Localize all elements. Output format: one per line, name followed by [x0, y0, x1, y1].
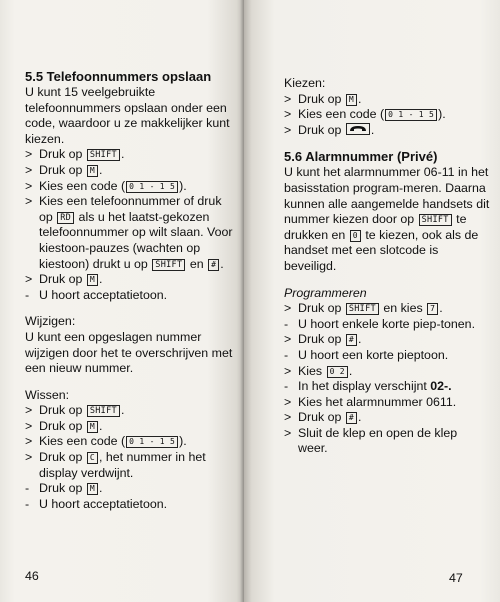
- display-readout: 02-.: [430, 379, 452, 394]
- wijzigen-title: Wijzigen:: [25, 314, 76, 329]
- list-item: > Druk op # .: [284, 410, 362, 425]
- shift-key-icon: SHIFT: [87, 149, 120, 161]
- code-keys-icon: 0 2: [327, 366, 348, 378]
- list-item: > Druk op M .: [25, 162, 103, 177]
- shift-key-icon: SHIFT: [419, 214, 452, 226]
- m-key-icon: M: [87, 483, 98, 495]
- shift-key-icon: SHIFT: [346, 303, 379, 315]
- section-intro-5-5: U kunt 15 veelgebruikte telefoonnummers opslaan onder een code, waardoor u ze makkelijker kunt kiezen.: [25, 85, 230, 146]
- list-item: > Sluit de klep en open de klep weer.: [284, 425, 458, 456]
- zero-key-icon: 0: [350, 230, 361, 242]
- list-item: > Druk op M .: [25, 418, 103, 433]
- list-item: - U hoort acceptatietoon.: [25, 287, 168, 302]
- m-key-icon: M: [87, 165, 98, 177]
- page-number-left: 46: [25, 569, 39, 583]
- page-number-right: 47: [449, 571, 463, 585]
- list-item: > Druk op M .: [284, 91, 362, 106]
- section-intro-5-6: U kunt het alarmnummer 06-11 in het basisstation program-meren. Daarna kunnen alle aangemelde handsets dit nummer kiezen door op SHIFT te drukken en 0 te kiezen, ook als de handset met een slotcode is beveiligd.: [284, 165, 490, 273]
- phone-handset-key-icon: [346, 123, 370, 135]
- list-item: > Druk op M .: [25, 272, 103, 287]
- list-item: - U hoort acceptatietoon.: [25, 496, 168, 511]
- list-item: > Kies het alarmnummer 0611.: [284, 394, 457, 409]
- wijzigen-text: U kunt een opgeslagen nummer wijzigen door het te overschrijven met een nieuw nummer.: [25, 329, 233, 376]
- list-item: > Druk op SHIFT .: [25, 403, 125, 418]
- kiezen-title: Kiezen:: [284, 76, 326, 90]
- list-item: > Druk op C , het nummer in het display verdwijnt.: [25, 450, 206, 480]
- handset-icon: [349, 125, 367, 133]
- list-item: > Druk op # .: [284, 332, 362, 347]
- list-item: > Kies 0 2 .: [284, 363, 353, 378]
- wissen-title: Wissen:: [25, 387, 70, 402]
- list-item: > Druk op SHIFT .: [25, 147, 125, 162]
- m-key-icon: M: [87, 421, 98, 433]
- program-steps-list: [284, 301, 490, 457]
- c-key-icon: C: [87, 452, 98, 464]
- code-keys-icon: 0 1 - 1 5: [126, 436, 178, 448]
- list-item: > Druk op .: [284, 122, 375, 137]
- code-keys-icon: 0 1 - 1 5: [385, 109, 437, 121]
- hash-key-icon: #: [346, 334, 357, 346]
- m-key-icon: M: [87, 274, 98, 286]
- store-steps-list: [25, 147, 237, 303]
- list-item: > Druk op SHIFT en kies 7 .: [284, 301, 443, 316]
- hash-key-icon: #: [208, 259, 219, 271]
- left-page: [0, 0, 244, 602]
- list-item: - U hoort enkele korte piep-tonen.: [284, 316, 476, 331]
- code-keys-icon: 0 1 - 1 5: [126, 181, 178, 193]
- left-page-content: [25, 69, 237, 512]
- list-item: - Druk op M .: [25, 481, 103, 496]
- m-key-icon: M: [346, 94, 357, 106]
- list-item: > Kies een code ( 0 1 - 1 5 ).: [25, 434, 187, 449]
- list-item: > Kies een telefoonnummer of druk op RD als u het laatst-gekozen telefoonnummer op wilt slaan. Voor kiestoon-pauzes (wachten op kiestoon) drukt u op SHIFT en # .: [25, 194, 233, 271]
- programmeren-title: Programmeren: [284, 285, 367, 300]
- section-heading-5-6: 5.6 Alarmnummer (Privé): [284, 149, 438, 165]
- seven-key-icon: 7: [427, 303, 438, 315]
- list-item: > Kies een code ( 0 1 - 1 5 ).: [25, 178, 187, 193]
- shift-key-icon: SHIFT: [152, 259, 185, 271]
- hash-key-icon: #: [346, 412, 357, 424]
- list-item: - In het display verschijnt 02-.: [284, 379, 452, 394]
- section-heading-5-5: 5.5 Telefoonnummers opslaan: [25, 69, 212, 84]
- rd-key-icon: RD: [57, 212, 74, 224]
- list-item: > Kies een code ( 0 1 - 1 5 ).: [284, 107, 446, 122]
- right-page-content: [284, 76, 490, 457]
- dial-steps-list: [284, 92, 490, 139]
- list-item: - U hoort een korte pieptoon.: [284, 347, 449, 362]
- shift-key-icon: SHIFT: [87, 405, 120, 417]
- delete-steps-list: [25, 403, 237, 512]
